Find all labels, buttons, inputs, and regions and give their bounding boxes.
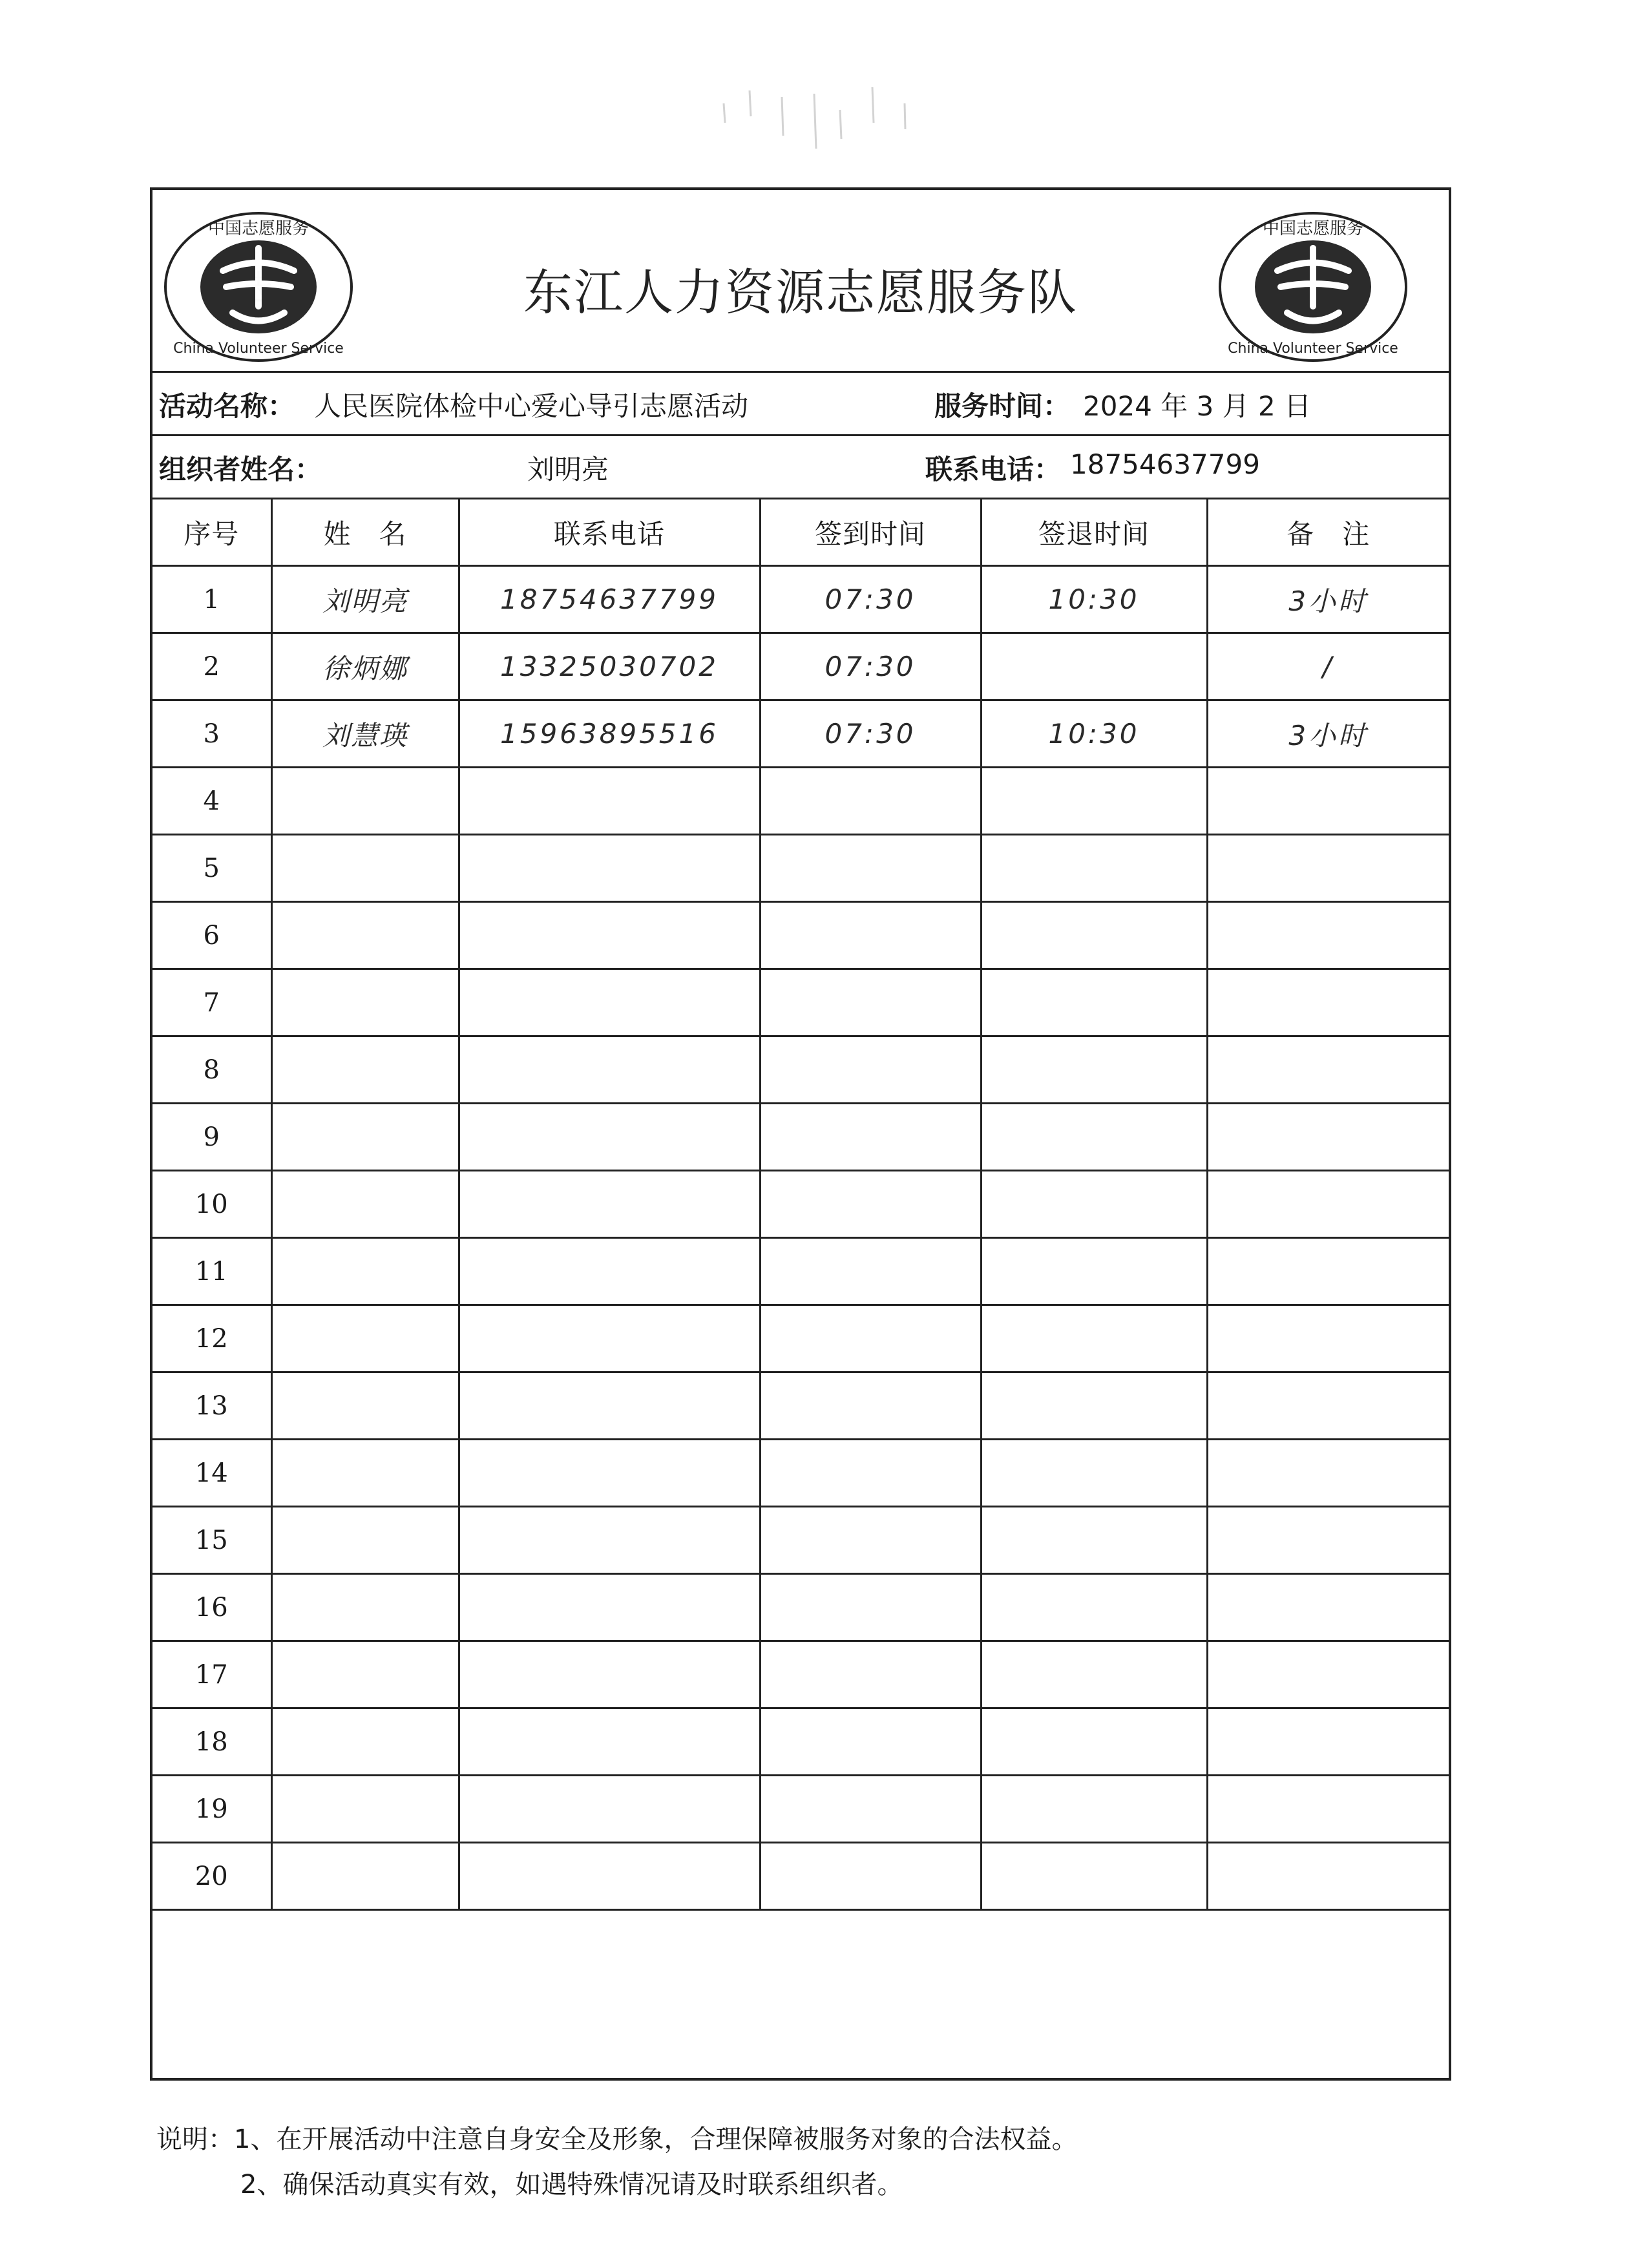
table-row (152, 1238, 1449, 1305)
row-note (1207, 1507, 1449, 1574)
organizer-name-value: 刘明亮 (527, 454, 609, 485)
form-header (152, 190, 1449, 373)
row-sign-in-time (760, 1372, 981, 1440)
row-sign-out-time: 10:30 (981, 566, 1207, 633)
col-header-name: 姓 名 (271, 499, 459, 566)
activity-name-label: 活动名称： (159, 390, 295, 422)
row-sign-in-time (760, 1641, 981, 1708)
row-phone: 15963895516 (459, 700, 760, 768)
row-name: 徐炳娜 (271, 633, 459, 700)
row-name: 刘明亮 (271, 566, 459, 633)
row-sign-out-time (981, 1708, 1207, 1776)
row-phone (459, 1305, 760, 1372)
col-header-sign-out: 签退时间 (981, 499, 1207, 566)
row-note (1207, 1036, 1449, 1104)
row-phone (459, 1776, 760, 1843)
row-sign-out-time: 10:30 (981, 700, 1207, 768)
row-number: 3 (152, 700, 271, 768)
row-name (271, 1238, 459, 1305)
service-time-value: 2024 年 3 月 2 日 (1083, 390, 1312, 422)
organizer-phone-label: 联系电话： (925, 454, 1062, 485)
row-sign-out-time (981, 1305, 1207, 1372)
row-sign-in-time (760, 1104, 981, 1171)
table-row (152, 1776, 1449, 1843)
row-sign-out-time (981, 1104, 1207, 1171)
note-line-2: 2、确保活动真实有效，如遇特殊情况请及时联系组织者。 (240, 2170, 903, 2200)
row-sign-in-time (760, 1507, 981, 1574)
row-phone (459, 1843, 760, 1910)
row-name (271, 835, 459, 902)
row-phone (459, 1171, 760, 1238)
row-name (271, 1104, 459, 1171)
row-sign-out-time (981, 633, 1207, 700)
row-sign-in-time: 07:30 (760, 566, 981, 633)
table-body (152, 566, 1449, 1910)
row-number: 1 (152, 566, 271, 633)
row-phone (459, 768, 760, 835)
row-note (1207, 835, 1449, 902)
row-note (1207, 969, 1449, 1036)
row-sign-in-time: 07:30 (760, 633, 981, 700)
row-phone (459, 1036, 760, 1104)
row-phone (459, 969, 760, 1036)
row-note (1207, 1440, 1449, 1507)
row-name (271, 1171, 459, 1238)
activity-row (152, 371, 1449, 436)
table-row (152, 700, 1449, 768)
row-number: 9 (152, 1104, 271, 1171)
table-row (152, 1574, 1449, 1641)
row-phone (459, 1574, 760, 1641)
row-number: 7 (152, 969, 271, 1036)
row-note (1207, 768, 1449, 835)
row-sign-out-time (981, 1036, 1207, 1104)
row-number: 8 (152, 1036, 271, 1104)
row-number: 5 (152, 835, 271, 902)
row-sign-in-time (760, 1574, 981, 1641)
table-header-row (152, 499, 1449, 566)
organizer-row (152, 434, 1449, 499)
row-phone (459, 902, 760, 969)
table-row (152, 566, 1449, 633)
row-sign-out-time (981, 1440, 1207, 1507)
sign-in-form (150, 187, 1451, 2200)
row-sign-in-time (760, 969, 981, 1036)
row-note: / (1207, 633, 1449, 700)
row-name (271, 1440, 459, 1507)
table-row (152, 768, 1449, 835)
row-phone (459, 1708, 760, 1776)
row-phone (459, 1507, 760, 1574)
row-note (1207, 1305, 1449, 1372)
logo-chinese-text: 中国志愿服务 (207, 219, 310, 238)
row-sign-in-time (760, 902, 981, 969)
row-name (271, 1843, 459, 1910)
organizer-name-label: 组织者姓名： (159, 454, 322, 485)
row-name (271, 1372, 459, 1440)
row-name (271, 1305, 459, 1372)
row-number: 10 (152, 1171, 271, 1238)
row-name (271, 1708, 459, 1776)
row-number: 19 (152, 1776, 271, 1843)
table-row (152, 1641, 1449, 1708)
row-note (1207, 1708, 1449, 1776)
row-number: 6 (152, 902, 271, 969)
table-row (152, 1440, 1449, 1507)
row-sign-out-time (981, 1843, 1207, 1910)
table-row (152, 969, 1449, 1036)
row-sign-in-time (760, 835, 981, 902)
row-number: 18 (152, 1708, 271, 1776)
note-line-1: 说明：1、在开展活动中注意自身安全及形象，合理保障被服务对象的合法权益。 (156, 2125, 1078, 2154)
table-row (152, 902, 1449, 969)
row-note (1207, 902, 1449, 969)
table-row (152, 1171, 1449, 1238)
row-sign-in-time (760, 1440, 981, 1507)
table-row (152, 835, 1449, 902)
row-note: 3小时 (1207, 566, 1449, 633)
row-sign-in-time: 07:30 (760, 700, 981, 768)
table-row (152, 1104, 1449, 1171)
row-number: 11 (152, 1238, 271, 1305)
table-row (152, 633, 1449, 700)
row-sign-in-time (760, 1036, 981, 1104)
row-number: 17 (152, 1641, 271, 1708)
table-row (152, 1708, 1449, 1776)
row-note (1207, 1776, 1449, 1843)
table-row (152, 1372, 1449, 1440)
row-phone (459, 1440, 760, 1507)
row-number: 2 (152, 633, 271, 700)
row-note (1207, 1104, 1449, 1171)
row-name (271, 1574, 459, 1641)
row-name (271, 1641, 459, 1708)
table-row (152, 1507, 1449, 1574)
logo-english-text: China Volunteer Service (1228, 341, 1398, 357)
col-header-phone: 联系电话 (459, 499, 760, 566)
row-number: 13 (152, 1372, 271, 1440)
row-phone (459, 1104, 760, 1171)
row-note: 3小时 (1207, 700, 1449, 768)
service-time-label: 服务时间： (934, 390, 1071, 422)
row-sign-out-time (981, 1372, 1207, 1440)
row-name (271, 969, 459, 1036)
row-sign-out-time (981, 835, 1207, 902)
row-phone (459, 1238, 760, 1305)
row-sign-out-time (981, 1776, 1207, 1843)
row-phone (459, 835, 760, 902)
organizer-phone-value: 18754637799 (1070, 448, 1260, 480)
row-phone (459, 1372, 760, 1440)
row-sign-in-time (760, 1708, 981, 1776)
row-note (1207, 1372, 1449, 1440)
page-title: 东江人力资源志愿服务队 (523, 264, 1078, 321)
row-note (1207, 1171, 1449, 1238)
row-number: 14 (152, 1440, 271, 1507)
logo-chinese-text: 中国志愿服务 (1262, 219, 1364, 238)
row-number: 4 (152, 768, 271, 835)
volunteer-table (152, 498, 1449, 1911)
row-sign-out-time (981, 969, 1207, 1036)
table-row (152, 1843, 1449, 1910)
row-name (271, 768, 459, 835)
row-sign-in-time (760, 768, 981, 835)
logo-english-text: China Volunteer Service (173, 341, 344, 357)
row-name (271, 1776, 459, 1843)
notes-section (152, 2117, 1449, 2207)
row-number: 20 (152, 1843, 271, 1910)
col-header-note: 备 注 (1207, 499, 1449, 566)
row-sign-in-time (760, 1171, 981, 1238)
row-number: 12 (152, 1305, 271, 1372)
table-row (152, 1305, 1449, 1372)
table-row (152, 1036, 1449, 1104)
row-sign-in-time (760, 1776, 981, 1843)
row-phone: 13325030702 (459, 633, 760, 700)
activity-name-value: 人民医院体检中心爱心导引志愿活动 (314, 390, 749, 422)
row-phone: 18754637799 (459, 566, 760, 633)
row-note (1207, 1574, 1449, 1641)
china-volunteer-logo-right (1216, 209, 1410, 364)
row-name (271, 1036, 459, 1104)
row-sign-out-time (981, 1171, 1207, 1238)
row-sign-out-time (981, 1507, 1207, 1574)
row-note (1207, 1843, 1449, 1910)
row-sign-in-time (760, 1843, 981, 1910)
row-sign-out-time (981, 1641, 1207, 1708)
row-number: 16 (152, 1574, 271, 1641)
row-note (1207, 1641, 1449, 1708)
row-name (271, 902, 459, 969)
row-sign-in-time (760, 1238, 981, 1305)
row-sign-out-time (981, 768, 1207, 835)
row-number: 15 (152, 1507, 271, 1574)
scan-artifact (711, 78, 943, 162)
col-header-sign-in: 签到时间 (760, 499, 981, 566)
col-header-no: 序号 (152, 499, 271, 566)
row-name: 刘慧瑛 (271, 700, 459, 768)
row-sign-out-time (981, 1238, 1207, 1305)
row-sign-out-time (981, 1574, 1207, 1641)
row-name (271, 1507, 459, 1574)
row-note (1207, 1238, 1449, 1305)
row-phone (459, 1641, 760, 1708)
row-sign-in-time (760, 1305, 981, 1372)
row-sign-out-time (981, 902, 1207, 969)
